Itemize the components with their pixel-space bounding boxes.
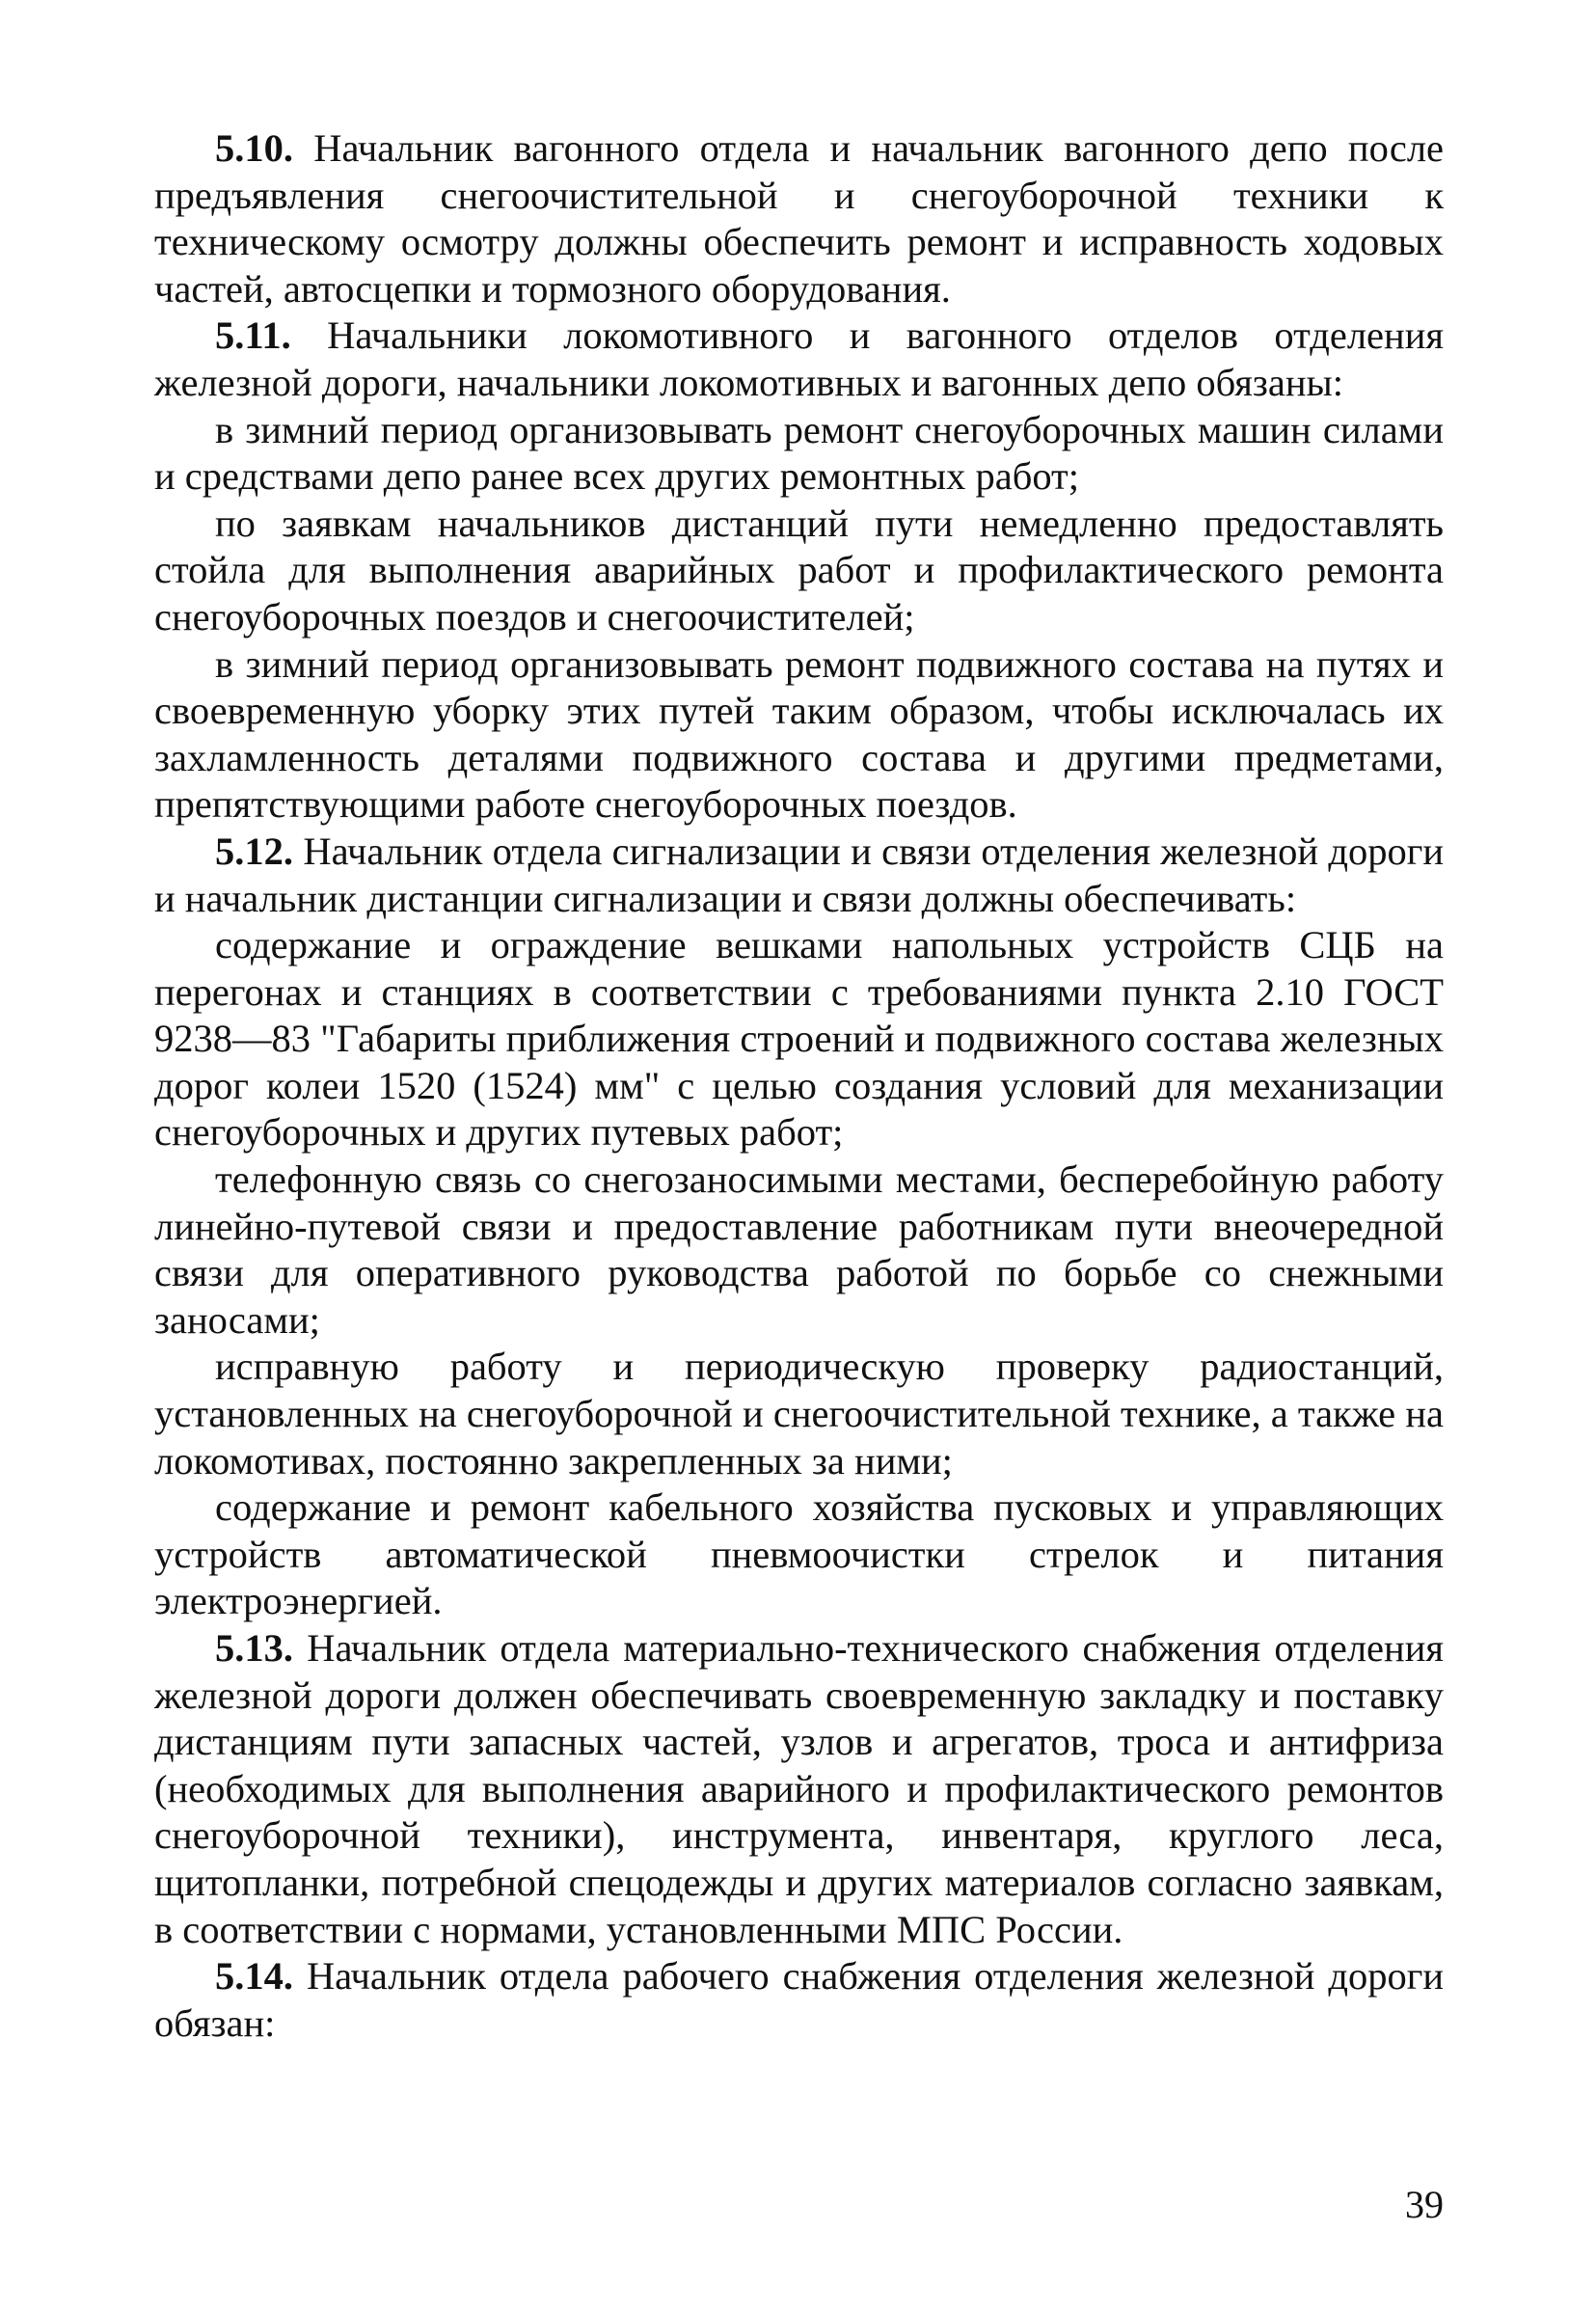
- paragraph-text: содержание и ограждение вешками напольных устройств СЦБ на перегонах и станциях в соответствии с требованиями пункта 2.10 ГОСТ 9238—83 "Габариты приближения строений и подвижного состава железных дорог колеи 1520 (1524) мм" с целью создания условий для механизации снегоуборочных и других путевых работ;: [154, 923, 1444, 1155]
- paragraph-text: содержание и ремонт кабельного хозяйства пусковых и управляющих устройств автоматической пневмоочистки стрелок и питания электроэнергией.: [154, 1485, 1444, 1623]
- paragraph-text: Начальник отдела материально-технического снабжения отделения железной дороги должен обеспечивать своевременную закладку и поставку дистанциям пути запасных частей, узлов и агрегатов, троса и антифриза (необходимых для выполнения аварийного и профилактического ремонтов снегоуборочной техники), инструмента, инвентаря, круглого леса, щитопланки, потребной спецодежды и других материалов согласно заявкам, в соответствии с нормами, установленными МПС России.: [154, 1626, 1444, 1951]
- section-number: 5.14.: [215, 1954, 293, 1999]
- list-item: [154, 501, 1444, 641]
- paragraph-5-12: [154, 829, 1444, 922]
- list-item: [154, 1156, 1444, 1344]
- document-page: [154, 125, 1444, 2047]
- section-number: 5.10.: [215, 126, 293, 170]
- paragraph-text: Начальник отдела рабочего снабжения отделения железной дороги обязан:: [154, 1954, 1444, 2045]
- paragraph-5-13: [154, 1625, 1444, 1953]
- list-item: [154, 641, 1444, 829]
- section-number: 5.11.: [215, 313, 291, 358]
- paragraph-5-14: [154, 1953, 1444, 2047]
- paragraph-5-10: [154, 125, 1444, 313]
- paragraph-5-11: [154, 313, 1444, 406]
- paragraph-text: исправную работу и периодическую проверку радиостанций, установленных на снегоуборочной и снегоочистительной технике, а также на локомотивах, постоянно закрепленных за ними;: [154, 1345, 1444, 1482]
- paragraph-text: по заявкам начальников дистанций пути немедленно предоставлять стойла для выполнения аварийных работ и профилактического ремонта снегоуборочных поездов и снегоочистителей;: [154, 501, 1444, 639]
- paragraph-text: Начальник вагонного отдела и начальник вагонного депо после предъявления снегоочистительной и снегоуборочной техники к техническому осмотру должны обеспечить ремонт и исправность ходовых частей, автосцепки и тормозного оборудования.: [154, 126, 1445, 311]
- list-item: [154, 922, 1444, 1156]
- list-item: [154, 1344, 1444, 1484]
- paragraph-text: телефонную связь со снегозаносимыми местами, бесперебойную работу линейно-путевой связи и предоставление работникам пути внеочередной связи для оперативного руководства работой по борьбе со снежными заносами;: [154, 1157, 1444, 1342]
- paragraph-text: в зимний период организовывать ремонт снегоуборочных машин силами и средствами депо ранее всех других ремонтных работ;: [154, 407, 1444, 499]
- section-number: 5.12.: [215, 829, 293, 873]
- section-number: 5.13.: [215, 1626, 293, 1670]
- paragraph-text: Начальник отдела сигнализации и связи отделения железной дороги и начальник дистанции сигнализации и связи должны обеспечивать:: [154, 829, 1445, 920]
- list-item: [154, 407, 1444, 501]
- page-number: 39: [1405, 2183, 1444, 2226]
- list-item: [154, 1484, 1444, 1625]
- paragraph-text: Начальники локомотивного и вагонного отделов отделения железной дороги, начальники локомотивных и вагонных депо обязаны:: [154, 313, 1444, 404]
- paragraph-text: в зимний период организовывать ремонт подвижного состава на путях и своевременную уборку этих путей таким образом, чтобы исключалась их захламленность деталями подвижного состава и другими предметами, препятствующими работе снегоуборочных поездов.: [154, 641, 1444, 827]
